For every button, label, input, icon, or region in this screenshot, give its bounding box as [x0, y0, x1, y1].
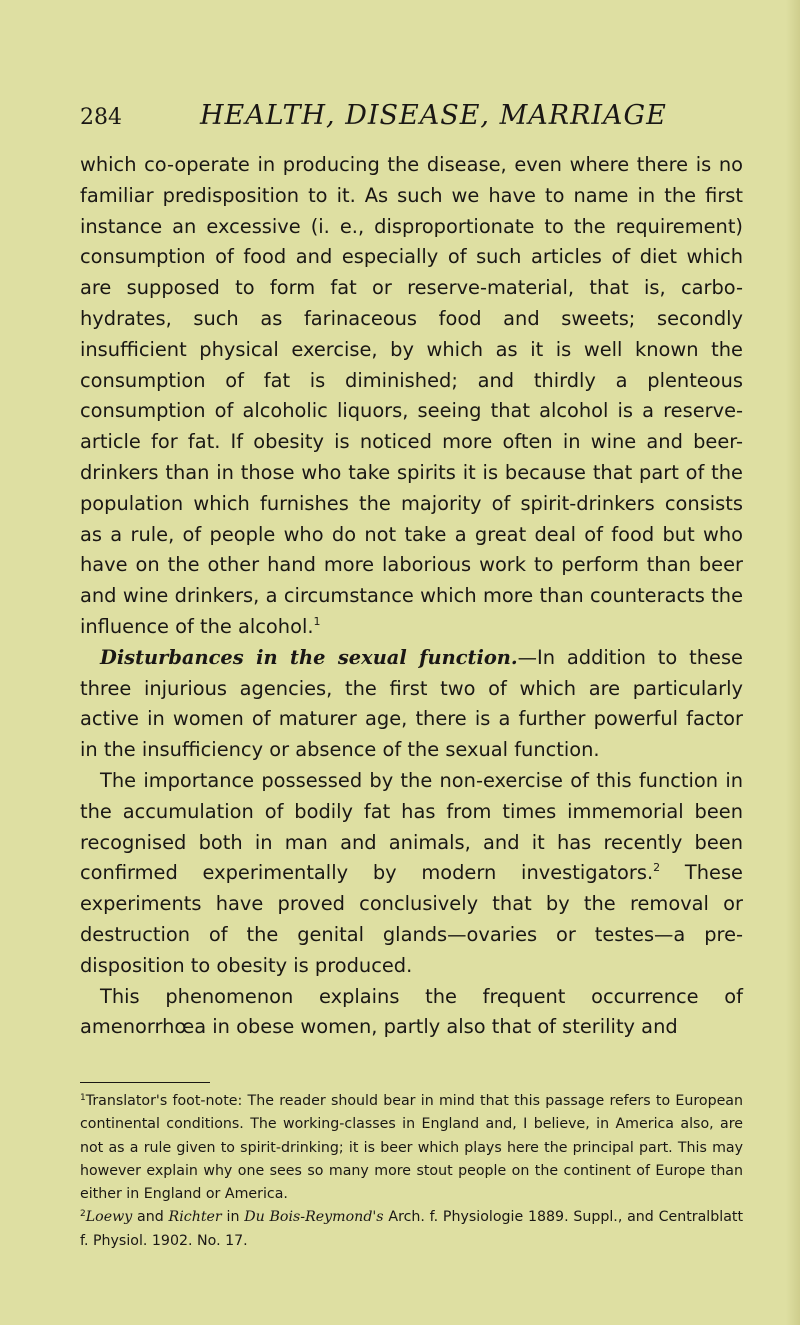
- footnote-2: [80, 1206, 743, 1253]
- footnote-2-and: and: [132, 1209, 169, 1226]
- footnotes: [80, 1090, 743, 1253]
- footnote-ref-2: 2: [653, 861, 661, 875]
- footnote-2-in: in: [221, 1209, 245, 1226]
- page-edge-shadow: [786, 0, 800, 1325]
- paragraph-1-text: which co-operate in producing the disease, even where there is no familiar predisposition to it. As such we have to name in the first instance an excessive (i. e., disproportionate to the requirement) consumption of food and especially of such articles of diet which are supposed to form fat or reserve-material, that is, carbo-hydrates, such as farinaceous food and sweets; secondly insufficient physical exercise, by which as it is well known the consumption of fat is diminished; and thirdly a plenteous consumption of alcoholic liquors, seeing that alcohol is a reserve-article for fat. If obesity is noticed more often in wine and beer-drinkers than in those who take spirits it is because that part of the population which furnishes the majority of spirit-drinkers consists as a rule, of people who do not take a great deal of food but who have on the other hand more laborious work to perform than beer and wine drinkers, a circumstance which more than counteracts the influence of the alcohol.: [80, 153, 743, 638]
- footnote-1-text: Translator's foot-note: The reader should bear in mind that this passage refers to European continental conditions. The working-classes in England and, I believe, in America also, are not as a rule given to spirit-drinking; it is beer which plays here the principal part. This may however explain why one sees so many more stout people on the continent of Europe than either in England or America.: [80, 1093, 743, 1203]
- section-heading: Disturbances in the sexual function.: [100, 645, 518, 669]
- footnote-ref-1: 1: [313, 614, 321, 628]
- running-title: HEALTH, DISEASE, MARRIAGE: [200, 100, 667, 131]
- paragraph-3-text: The importance possessed by the non-exercise of this function in the accumulation of bodily fat has from times immemorial been recognised both in man and animals, and it has recently been confirmed experimentally by modern investigators.: [80, 768, 743, 885]
- main-text: [80, 150, 743, 1043]
- paragraph-1: [80, 150, 743, 643]
- footnote-2-mark: 2: [80, 1209, 86, 1220]
- paragraph-3-tail: These experiments have proved conclusively that by the removal or destruction of the genital glands—ovaries or testes—a predisposition to obesity is produced.: [80, 861, 743, 977]
- paragraph-4-text: This phenomenon explains the frequent occurrence of amenorrhœa in obese women, partly also that of sterility and: [80, 984, 743, 1039]
- footnote-1-mark: 1: [80, 1093, 86, 1103]
- footnote-2-journal: Du Bois-Reymond's: [244, 1209, 384, 1226]
- paragraph-3: [80, 766, 743, 982]
- footnote-2-rest: Arch. f. Physiologie 1889. Suppl., and Centralblatt f. Physiol. 1902. No. 17.: [80, 1209, 744, 1249]
- footnote-2-author-1: Loewy: [85, 1209, 133, 1226]
- paragraph-2: [80, 643, 743, 766]
- paragraph-2-text: —In addition to these three injurious agencies, the first two of which are particularly active in women of maturer age, there is a further powerful factor in the insufficiency or absence of the sexual function.: [80, 645, 743, 762]
- footnote-1: [80, 1090, 743, 1206]
- page-header: [80, 100, 740, 136]
- paragraph-4: [80, 982, 743, 1044]
- footnote-divider: [80, 1082, 210, 1083]
- footnote-2-author-2: Richter: [168, 1209, 222, 1226]
- page-number: 284: [80, 105, 122, 130]
